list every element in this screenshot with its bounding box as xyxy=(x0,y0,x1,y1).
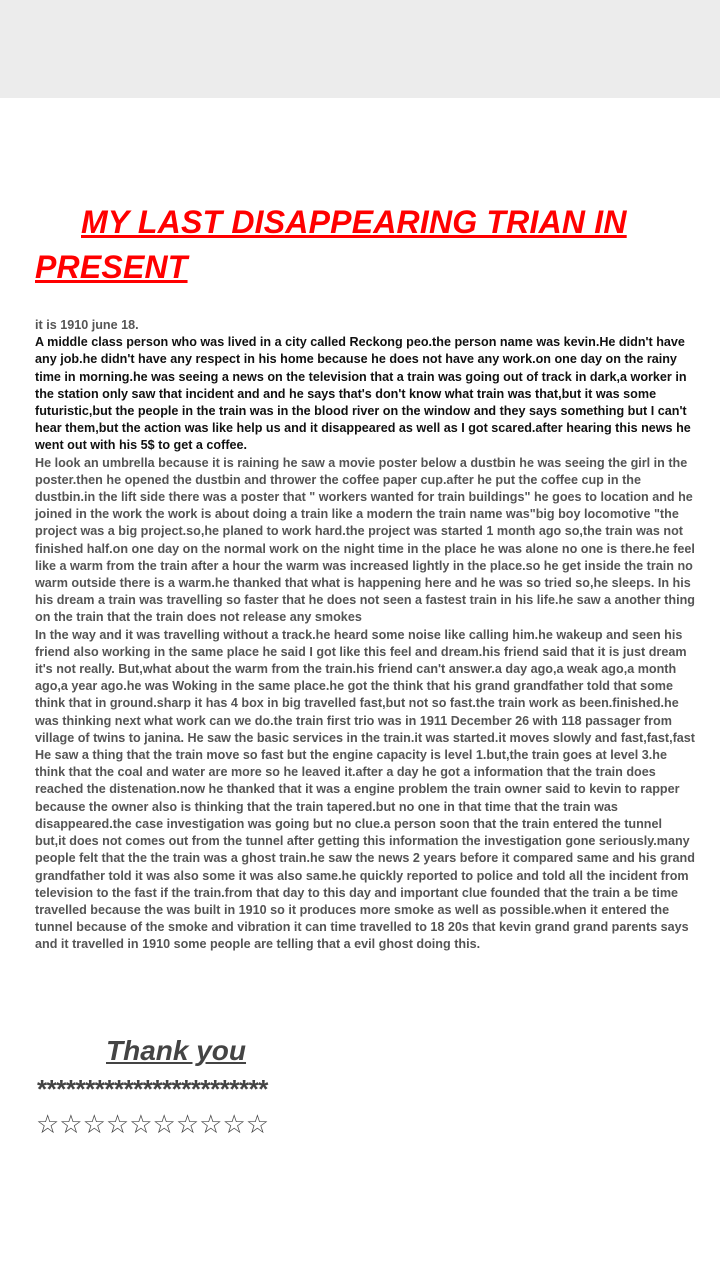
asterisk-line: ************************ xyxy=(37,1074,268,1104)
date-line: it is 1910 june 18. xyxy=(35,318,139,332)
paragraph-1: A middle class person who was lived in a city called Reckong peo.the person name was kevin.He didn't have any job.he didn't have any respect in his home because he does not have any work.on one day on the rainy time in morning.he was seeing a news on the television that a train was going out of track in dark,a worker in the station only saw that incident and and he says that's don't know what train was that,but it was some futuristic,but the people in the train was in the blood river on the window and they says something but I can't hear them,but the action was like help us and it disappeared as well as I got scared.after hearing this news he went out with his 5$ to get a coffee. xyxy=(35,335,691,453)
star-line-icon: ☆☆☆☆☆☆☆☆☆☆ xyxy=(36,1110,270,1140)
story-text xyxy=(35,317,695,954)
closing-thank-you: Thank you xyxy=(106,1035,247,1066)
paragraph-4: He saw a thing that the train move so fast but the engine capacity is level 1.but,the train goes at level 3.he think that the coal and water are more so he leaved it.after a day he got a information that the train does reached the distenation.now he thanked that it was a engine problem the train owner said to kevin to rapper because the owner also is thinking that the train tapered.but no one in that time that the train was disappeared.the case investigation was going but no clue.a person soon that the train entered the tunnel but,it does not comes out from the tunnel after getting this information the investigation gone seriously.many people felt that the the train was a ghost train.he saw the news 2 years before it compared same and his grand grandfather told it was also some it was also same.he quickly reported to police and told all the incident from television to the fast if the train.from that day to this day and important clue founded that the train a be time travelled because the was built in 1910 so it produces more smoke as well as possible.when it entered the tunnel because of the smoke and vibration it can time travelled to 18 20s that kevin grand grand parents says and it travelled in 1910 some people are telling that a evil ghost doing this. xyxy=(35,748,695,952)
document-body xyxy=(35,200,695,954)
paragraph-3: In the way and it was travelling without a track.he heard some noise like calling him.he wakeup and seen his friend also working in the same place he said I got like this feel and dream.his friend said that it is just dream it's not really. But,what about the warm from the train.his friend can't answer.a day ago,a weak ago,a month ago,a year ago.he was Woking in the same place.he got the think that his grand grandfather told that some think that in ground.sharp it has 4 box in big travelled fast,but not so fast.the train work as been.finished.he was thinking next what work can we do.the train first trio was in 1911 December 26 with 118 passager from village of twins to janina. He saw the basic services in the train.it was started.it moves slowly and fast,fast,fast xyxy=(35,627,695,745)
page-title: MY LAST DISAPPEARING TRIAN IN PRESENT xyxy=(35,204,627,285)
top-bar xyxy=(0,0,720,98)
paragraph-2: He look an umbrella because it is raining he saw a movie poster below a dustbin he was seeing the girl in the poster.then he opened the dustbin and thrower the coffee paper cup.after he put the coffee cup in the dustbin.in the lift side there was a poster that " workers wanted for train buildings" he goes to location and he joined in the work the work is about doing a train like a modern the train name was"big boy locomotive "the project was a big project.so,he planed to work hard.the project was started 1 month ago so,the train was not finished half.on one day on the normal work on the night time in the place he was alone no one is there.he feel like a warm from the train after a hour the warm was increased lightly in the place.so he get inside the train no warm outside there is a warm.he thanked that what is happening here and he was so tried so,he sleeps. In his his dream a train was travelling so faster that he does not seen a fastest train in his life.he saw a another thing on the train that the train does not release any smokes xyxy=(35,455,695,625)
